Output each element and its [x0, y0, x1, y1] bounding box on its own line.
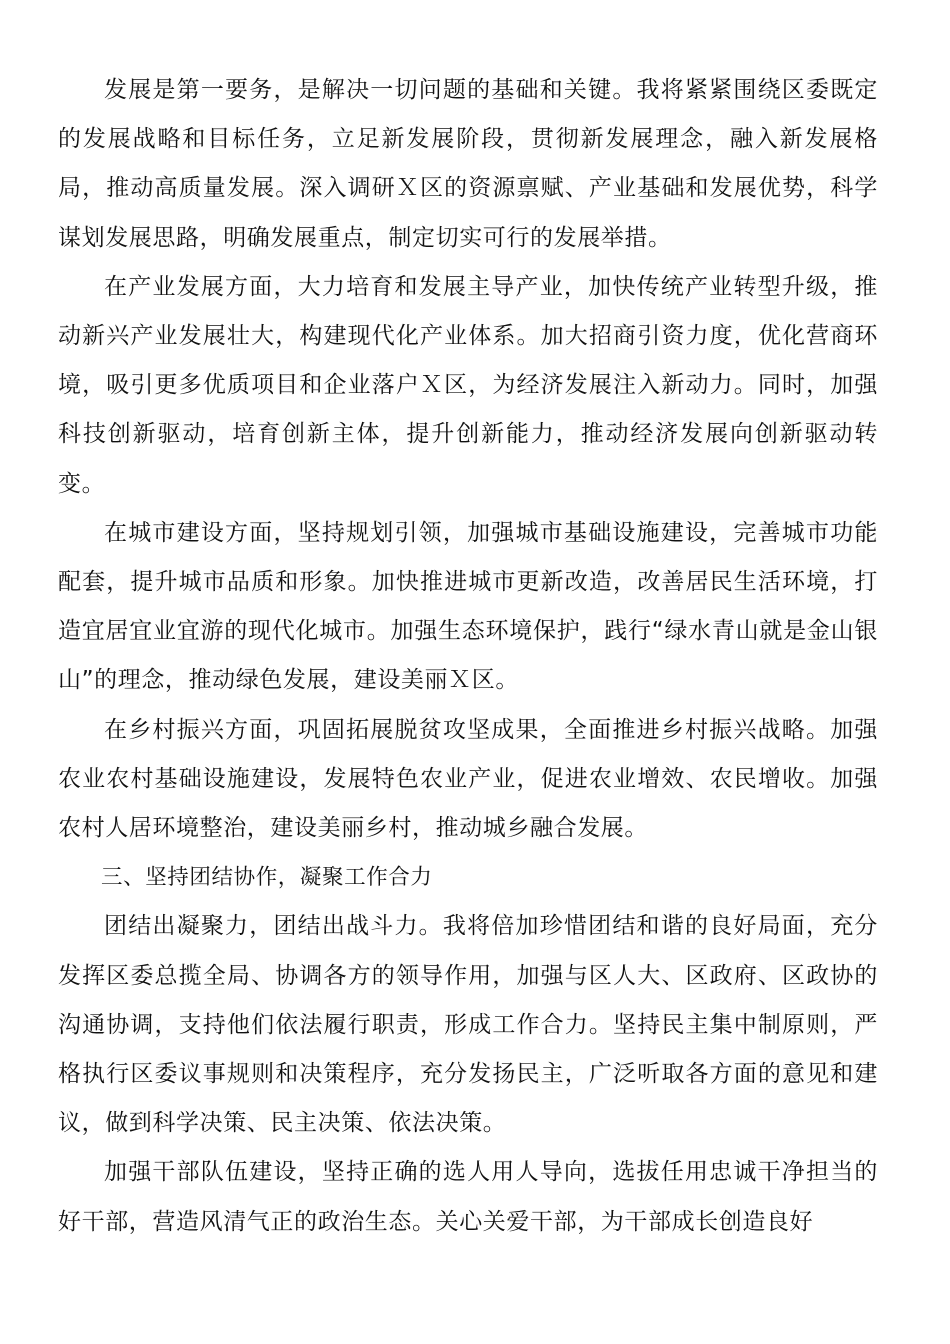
paragraph-cadre-building: 加强干部队伍建设，坚持正确的选人用人导向，选拔任用忠诚干净担当的好干部，营造风清气正的政治生态。关心关爱干部，为干部成长创造良好 [58, 1159, 878, 1235]
section-heading-unity: 三、坚持团结协作，凝聚工作合力 [101, 865, 433, 891]
document-body [58, 66, 878, 1247]
paragraph-rural-revitalization: 在乡村振兴方面，巩固拓展脱贫攻坚成果，全面推进乡村振兴战略。加强农业农村基础设施建设，发展特色农业产业，促进农业增效、农民增收。加强农村人居环境整治，建设美丽乡村，推动城乡融合发展。 [58, 716, 878, 842]
paragraph-urban-construction: 在城市建设方面，坚持规划引领，加强城市基础设施建设，完善城市功能配套，提升城市品质和形象。加快推进城市更新改造，改善居民生活环境，打造宜居宜业宜游的现代化城市。加强生态环境保护，践行“绿水青山就是金山银山”的理念，推动绿色发展，建设美丽Ｘ区。 [58, 519, 878, 694]
paragraph-industry-development: 在产业发展方面，大力培育和发展主导产业，加快传统产业转型升级，推动新兴产业发展壮大，构建现代化产业体系。加大招商引资力度，优化营商环境，吸引更多优质项目和企业落户Ｘ区，为经济发展注入新动力。同时，加强科技创新驱动，培育创新主体，提升创新能力，推动经济发展向创新驱动转变。 [58, 273, 878, 497]
paragraph-unity-cooperation: 团结出凝聚力，团结出战斗力。我将倍加珍惜团结和谐的良好局面，充分发挥区委总揽全局、协调各方的领导作用，加强与区人大、区政府、区政协的沟通协调，支持他们依法履行职责，形成工作合力。坚持民主集中制原则，严格执行区委议事规则和决策程序，充分发扬民主，广泛听取各方面的意见和建议，做到科学决策、民主决策、依法决策。 [58, 913, 878, 1137]
paragraph-development-priority: 发展是第一要务，是解决一切问题的基础和关键。我将紧紧围绕区委既定的发展战略和目标任务，立足新发展阶段，贯彻新发展理念，融入新发展格局，推动高质量发展。深入调研Ｘ区的资源禀赋、产业基础和发展优势，科学谋划发展思路，明确发展重点，制定切实可行的发展举措。 [58, 77, 878, 251]
